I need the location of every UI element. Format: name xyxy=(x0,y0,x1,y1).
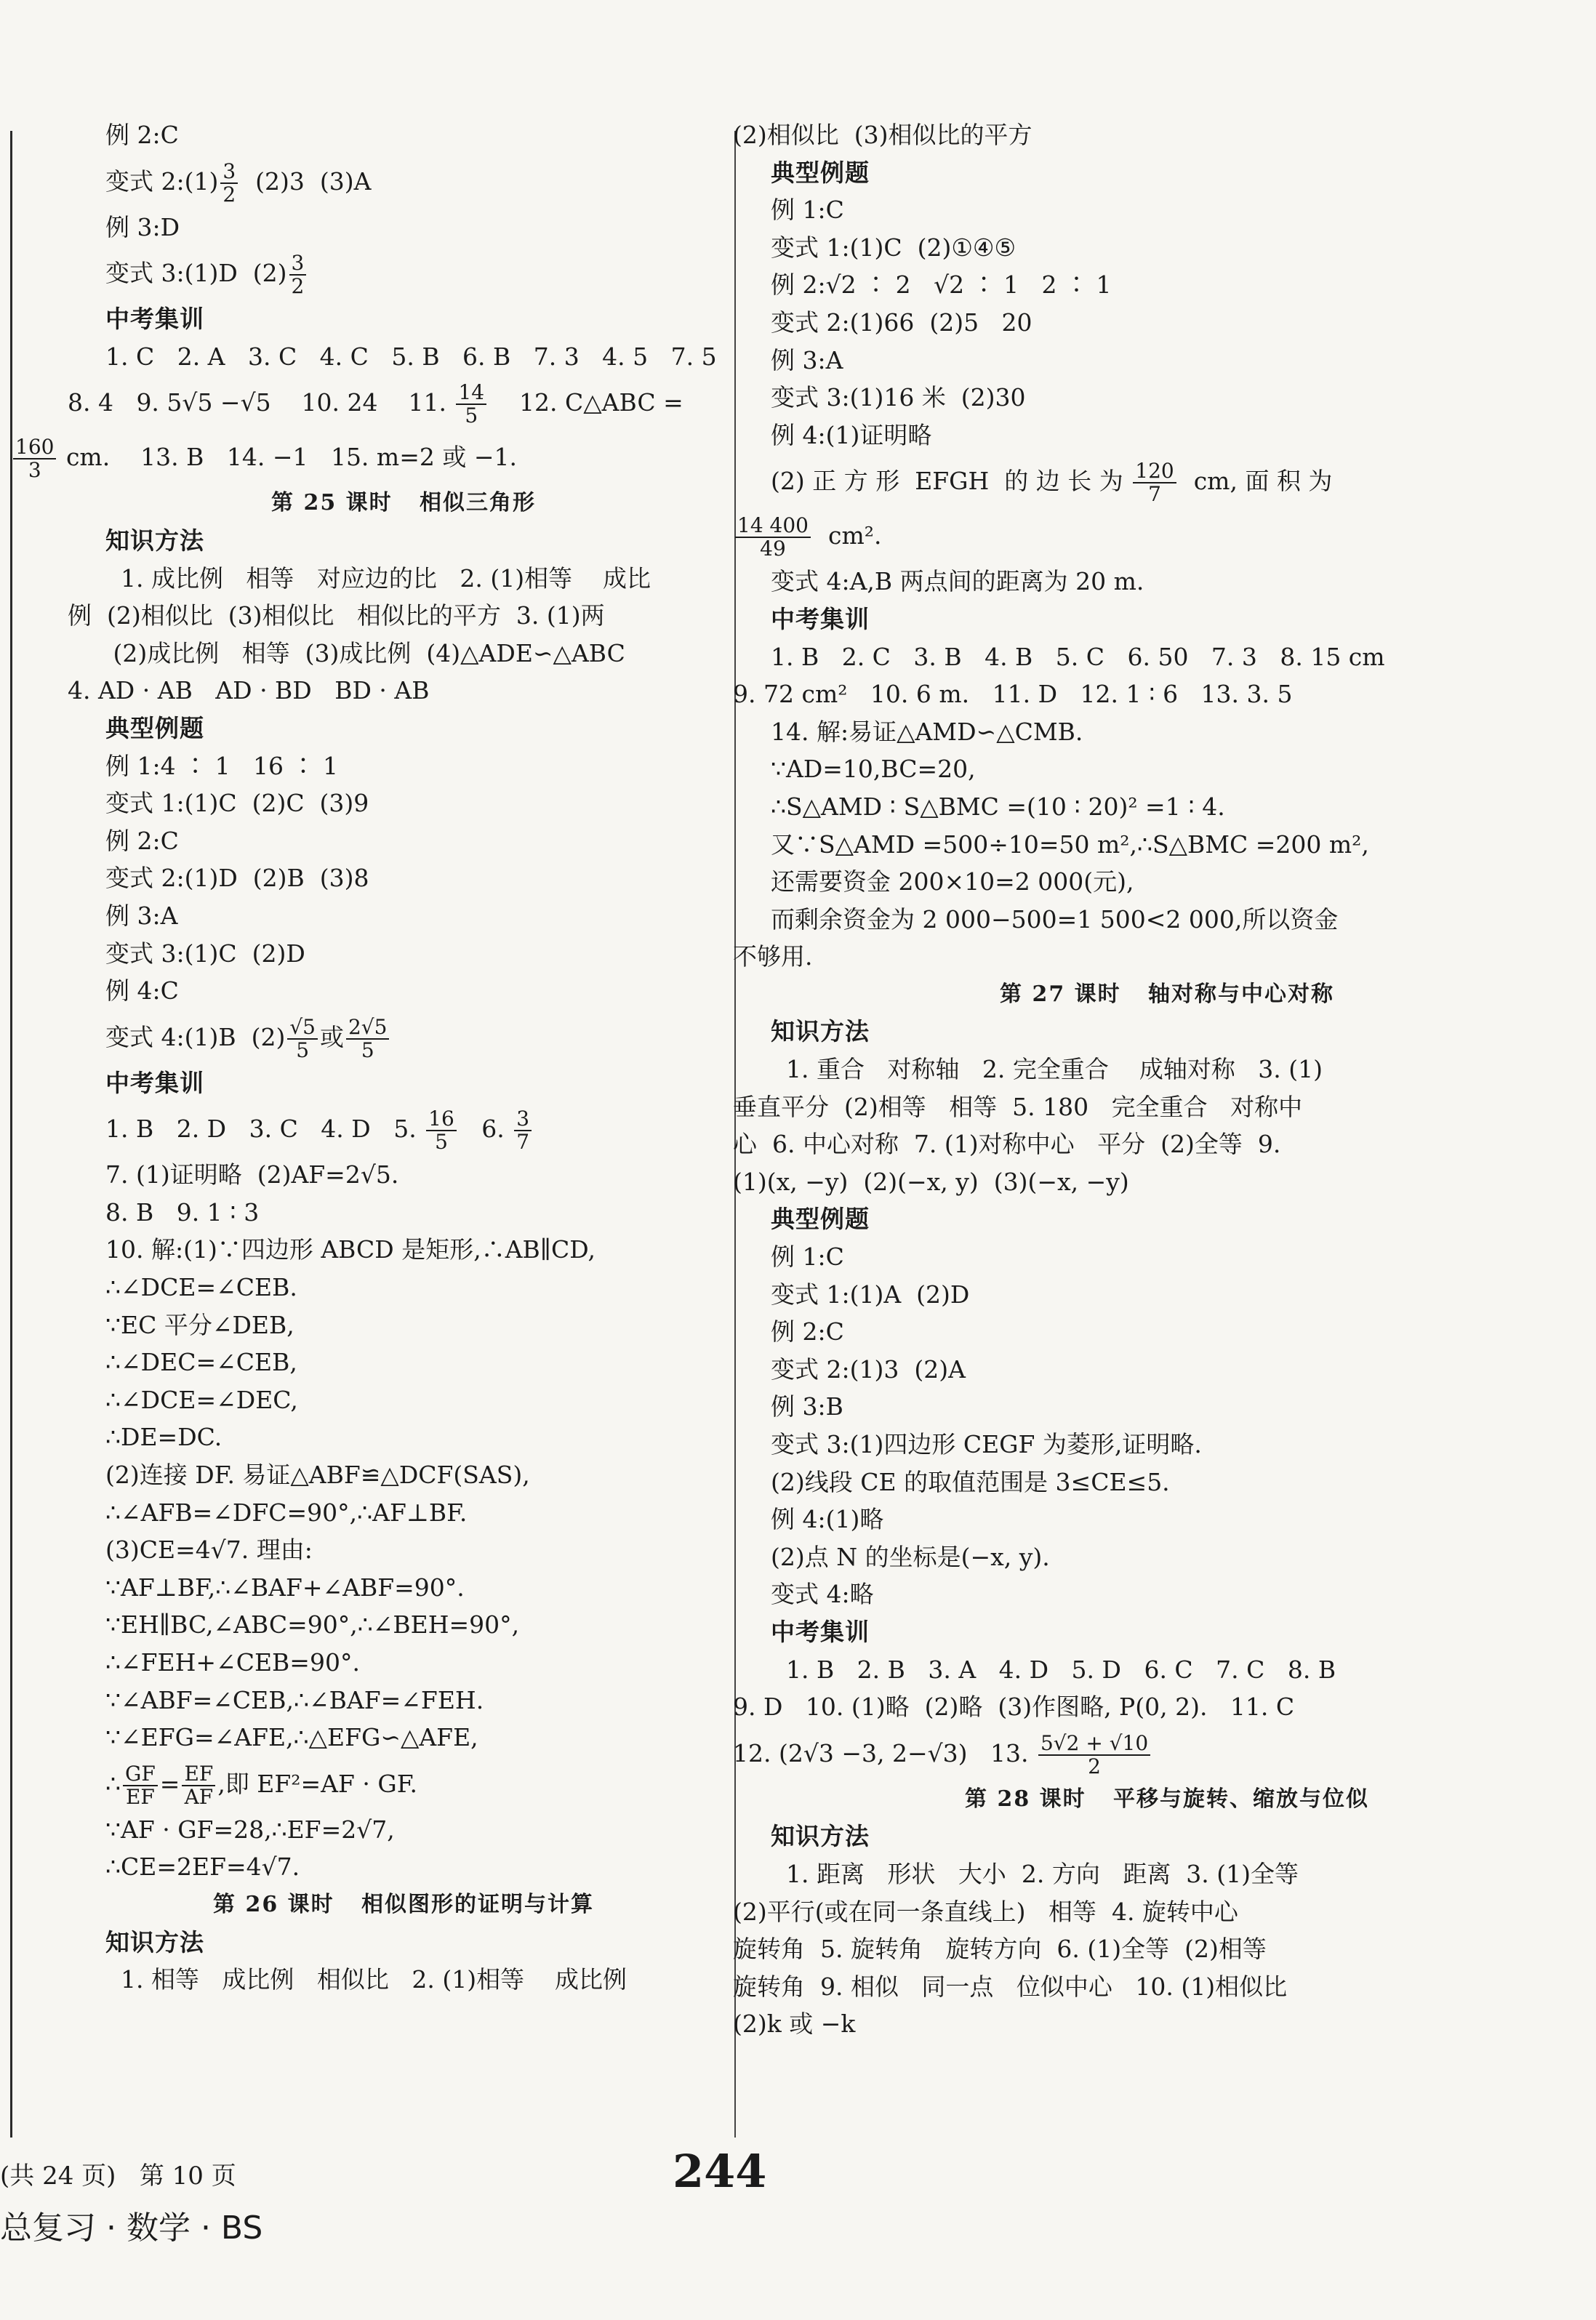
line-text: 垂直平分 (2)相等 相等 5. 180 完全重合 对称中 xyxy=(733,1092,1303,1121)
section-heading xyxy=(105,710,702,747)
line-text: ∵∠EFG=∠AFE,∴△EFG∽△AFE, xyxy=(105,1723,478,1752)
answer-line xyxy=(771,1051,1563,1088)
line-text: 第 27 课时 轴对称与中心对称 xyxy=(1000,981,1334,1007)
fraction-denominator: EF xyxy=(125,1784,155,1809)
answer-line xyxy=(733,1088,1563,1126)
fraction-numerator: EF xyxy=(182,1763,215,1786)
line-text: 旋转角 9. 相似 同一点 位似中心 10. (1)相似比 xyxy=(733,1972,1288,2001)
answer-line xyxy=(733,1968,1563,2006)
answer-line xyxy=(105,1306,702,1344)
answer-line xyxy=(105,1719,702,1757)
line-text: (3)CE=4√7. 理由: xyxy=(105,1536,313,1565)
line-text: 知识方法 xyxy=(771,1017,870,1046)
line-text: 心 6. 中心对称 7. (1)对称中心 平分 (2)全等 9. xyxy=(733,1130,1281,1159)
line-text: 7. (1)证明略 (2)AF=2√5. xyxy=(105,1160,399,1189)
fraction-numerator: √5 xyxy=(287,1016,318,1040)
line-text: ∴∠DCE=∠CEB. xyxy=(105,1273,297,1302)
fraction-denominator: 7 xyxy=(1148,482,1161,507)
answer-line xyxy=(771,1313,1563,1351)
fraction-numerator: 3 xyxy=(514,1108,532,1131)
answer-line xyxy=(733,116,1563,154)
answer-line xyxy=(733,2005,1563,2043)
answer-line xyxy=(105,1194,702,1232)
answer-line xyxy=(105,1381,702,1419)
answer-line xyxy=(105,338,717,376)
answer-line xyxy=(771,1501,1563,1538)
fraction xyxy=(220,158,238,206)
answer-line xyxy=(771,379,1563,417)
line-text: cm². xyxy=(812,521,882,550)
line-text: ∴ xyxy=(105,1769,121,1798)
answer-line xyxy=(105,209,702,246)
fraction-numerator: 14 400 xyxy=(735,515,811,538)
answer-line xyxy=(733,1726,1563,1781)
answer-line xyxy=(105,897,702,935)
section-heading xyxy=(771,154,1563,192)
answer-line xyxy=(771,1426,1563,1464)
footer-page-info: (共 24 页) 第 10 页 xyxy=(0,2162,236,2191)
line-text: 10. 解:(1)∵四边形 ABCD 是矩形,∴AB∥CD, xyxy=(105,1235,596,1264)
answer-line xyxy=(105,1269,702,1306)
line-text: ∴CE=2EF=4√7. xyxy=(105,1853,300,1882)
line-text: 例 2:C xyxy=(771,1317,844,1346)
fraction-denominator: 5 xyxy=(465,404,478,428)
line-text: 1. B 2. B 3. A 4. D 5. D 6. C 7. C 8. B xyxy=(771,1655,1336,1684)
answer-line xyxy=(105,1418,702,1456)
answer-line xyxy=(105,1606,702,1644)
answer-line xyxy=(105,1757,702,1811)
line-text: 6. xyxy=(458,1115,513,1144)
fraction-numerator: 16 xyxy=(426,1108,457,1131)
line-text: ∵∠ABF=∠CEB,∴∠BAF=∠FEH. xyxy=(105,1685,484,1714)
section-heading xyxy=(105,1064,702,1102)
answer-line xyxy=(771,1351,1563,1389)
line-text: 例 2:C xyxy=(105,826,179,855)
line-text: cm. 13. B 14. −1 15. m=2 或 −1. xyxy=(58,443,517,472)
line-text: 变式 1:(1)C (2)①④⑤ xyxy=(771,233,1016,262)
line-text: 9. 72 cm² 10. 6 m. 11. D 12. 1 ∶ 6 13. 3. 5 xyxy=(733,680,1293,709)
answer-line xyxy=(105,747,702,785)
line-text: 变式 4:(1)B (2) xyxy=(105,1022,286,1051)
line-text: (2)成比例 相等 (3)成比例 (4)△ADE∽△ABC xyxy=(105,638,625,667)
line-text: 例 2:C xyxy=(105,121,179,149)
line-text: ∵AD=10,BC=20, xyxy=(771,755,976,784)
answer-line xyxy=(105,1811,702,1849)
section-heading xyxy=(105,1924,702,1962)
line-text: 12. C△ABC = xyxy=(489,388,683,417)
answer-line xyxy=(771,1855,1563,1893)
fraction-numerator: 3 xyxy=(289,252,307,276)
line-text: 典型例题 xyxy=(105,713,204,742)
line-text: 变式 2:(1) xyxy=(105,166,219,196)
answer-line xyxy=(68,672,702,710)
line-text: 第 28 课时 平移与旋转、缩放与位似 xyxy=(965,1786,1369,1812)
fraction xyxy=(514,1108,532,1153)
line-text: 不够用. xyxy=(733,942,813,971)
fraction-denominator: 2 xyxy=(291,274,305,299)
line-text: 例 4:(1)略 xyxy=(771,1505,884,1534)
line-text: 1. 相等 成比例 相似比 2. (1)相等 成比例 xyxy=(105,1965,627,1994)
answer-line xyxy=(733,1893,1563,1931)
fraction-numerator: 5√2 + √10 xyxy=(1038,1733,1150,1756)
line-text: 例 4:(1)证明略 xyxy=(771,420,932,449)
answer-line xyxy=(771,266,1563,304)
line-text: 第 26 课时 相似图形的证明与计算 xyxy=(213,1891,594,1917)
fraction xyxy=(13,436,56,481)
line-text: 知识方法 xyxy=(771,1822,870,1851)
answer-line xyxy=(771,713,1563,751)
answer-line xyxy=(105,1569,702,1607)
answer-line xyxy=(771,1651,1563,1689)
line-text: 第 25 课时 相似三角形 xyxy=(271,490,536,516)
line-text: 变式 1:(1)C (2)C (3)9 xyxy=(105,789,369,818)
answer-line xyxy=(68,597,702,635)
line-text: 1. B 2. C 3. B 4. B 5. C 6. 50 7. 3 8. 15 cm xyxy=(771,642,1385,671)
section-heading xyxy=(771,601,1563,638)
line-text: 例 1:4 ∶ 1 16 ∶ 1 xyxy=(105,751,339,780)
line-text: 中考集训 xyxy=(105,1068,204,1097)
line-text: = xyxy=(159,1769,180,1798)
line-text: 1. B 2. D 3. C 4. D 5. xyxy=(105,1115,425,1144)
line-text: 例 1:C xyxy=(771,196,844,225)
line-text: 或 xyxy=(319,1022,344,1051)
answer-line xyxy=(105,1456,702,1494)
line-text: 9. D 10. (1)略 (2)略 (3)作图略, P(0, 2). 11. C xyxy=(733,1693,1295,1722)
line-text: 中考集训 xyxy=(105,305,204,334)
line-text: ∵EC 平分∠DEB, xyxy=(105,1310,294,1339)
answer-line xyxy=(105,1101,702,1156)
fraction-denominator: 5 xyxy=(296,1037,310,1062)
section-title xyxy=(105,1886,702,1924)
answer-line xyxy=(105,246,702,300)
line-text: 典型例题 xyxy=(771,158,870,187)
section-heading xyxy=(105,300,702,338)
line-text: ∴S△AMD ∶ S△BMC =(10 ∶ 20)² =1 ∶ 4. xyxy=(771,792,1225,821)
line-text: 变式 1:(1)A (2)D xyxy=(771,1280,970,1309)
fraction-denominator: 49 xyxy=(760,537,786,561)
line-text: 4. AD · AB AD · BD BD · AB xyxy=(68,676,430,705)
section-heading xyxy=(771,1613,1563,1651)
answer-line xyxy=(771,229,1563,267)
answer-line xyxy=(105,1494,702,1532)
line-text: 变式 3:(1)16 米 (2)30 xyxy=(771,383,1026,412)
left-column xyxy=(15,116,717,1999)
answer-line xyxy=(105,154,702,209)
fraction xyxy=(1133,460,1176,505)
line-text: 还需要资金 200×10=2 000(元), xyxy=(771,867,1134,896)
fraction xyxy=(456,382,486,427)
line-text: 1. 距离 形状 大小 2. 方向 距离 3. (1)全等 xyxy=(771,1859,1299,1888)
fraction-denominator: 3 xyxy=(28,458,41,483)
section-title xyxy=(771,1781,1563,1818)
line-text: 中考集训 xyxy=(771,604,870,633)
section-heading xyxy=(105,522,702,560)
line-text: 而剩余资金为 2 000−500=1 500<2 000,所以资金 xyxy=(771,904,1339,934)
answer-line xyxy=(771,454,1563,508)
answer-line xyxy=(105,1231,702,1269)
line-text: 知识方法 xyxy=(105,526,204,555)
answer-line xyxy=(771,1576,1563,1613)
line-text: 12. (2√3 −3, 2−√3) 13. xyxy=(733,1738,1036,1767)
answer-line xyxy=(771,304,1563,342)
answer-line xyxy=(105,1531,702,1569)
line-text: ∵AF · GF=28,∴EF=2√7, xyxy=(105,1815,395,1844)
line-text: 变式 3:(1)D (2) xyxy=(105,259,287,288)
section-title xyxy=(771,976,1563,1014)
line-text: 1. 重合 对称轴 2. 完全重合 成轴对称 3. (1) xyxy=(771,1055,1323,1084)
line-text: 例 4:C xyxy=(105,976,179,1006)
answer-line xyxy=(105,859,702,897)
section-heading xyxy=(771,1013,1563,1051)
line-text: 变式 2:(1)66 (2)5 20 xyxy=(771,308,1032,337)
answer-line xyxy=(105,1961,702,1999)
line-text: ∵EH∥BC,∠ABC=90°,∴∠BEH=90°, xyxy=(105,1610,520,1639)
answer-line xyxy=(771,750,1563,788)
line-text: 例 3:A xyxy=(105,901,178,930)
fraction-denominator: 5 xyxy=(435,1130,448,1155)
fraction-numerator: 14 xyxy=(456,382,486,405)
fraction xyxy=(123,1763,158,1808)
fraction xyxy=(735,515,811,560)
line-text: 例 3:B xyxy=(771,1392,843,1421)
answer-line xyxy=(771,863,1563,901)
fraction-numerator: 2√5 xyxy=(346,1016,389,1040)
answer-line xyxy=(771,1464,1563,1501)
answer-line xyxy=(105,822,702,860)
fraction-numerator: GF xyxy=(123,1763,158,1786)
line-text: 1. C 2. A 3. C 4. C 5. B 6. B 7. 3 4. 5 7. 5 xyxy=(105,342,717,371)
line-text: 典型例题 xyxy=(771,1205,870,1234)
fraction-denominator: 2 xyxy=(222,182,236,206)
answer-line xyxy=(771,417,1563,454)
line-text: (2)点 N 的坐标是(−x, y). xyxy=(771,1542,1050,1571)
fraction-denominator: 5 xyxy=(361,1037,374,1062)
line-text: 例 1:C xyxy=(771,1243,844,1272)
line-text: 14. 解:易证△AMD∽△CMB. xyxy=(771,717,1083,746)
line-text: ∴DE=DC. xyxy=(105,1423,222,1452)
line-text: ,即 EF²=AF · GF. xyxy=(217,1769,417,1798)
line-text: 知识方法 xyxy=(105,1927,204,1956)
answer-line xyxy=(733,508,1563,563)
answer-line xyxy=(68,375,702,430)
answer-line xyxy=(105,935,702,973)
fraction xyxy=(287,1016,318,1061)
line-text: (2) 正 方 形 EFGH 的 边 长 为 xyxy=(771,467,1131,496)
line-text: 例 3:A xyxy=(771,345,843,374)
line-text: (2)连接 DF. 易证△ABF≌△DCF(SAS), xyxy=(105,1461,530,1490)
fraction-denominator: 2 xyxy=(1088,1754,1101,1778)
line-text: 又∵S△AMD =500÷10=50 m²,∴S△BMC =200 m², xyxy=(771,830,1369,859)
line-text: ∴∠DEC=∠CEB, xyxy=(105,1348,297,1377)
line-text: (2)相似比 (3)相似比的平方 xyxy=(733,121,1032,149)
answer-line xyxy=(105,1644,702,1682)
answer-line xyxy=(733,675,1563,713)
line-text: (2)线段 CE 的取值范围是 3≤CE≤5. xyxy=(771,1467,1170,1496)
fraction xyxy=(289,252,307,297)
line-text: 8. B 9. 1 ∶ 3 xyxy=(105,1197,260,1227)
answer-line xyxy=(771,788,1563,826)
fraction xyxy=(346,1016,389,1061)
answer-line xyxy=(733,1930,1563,1968)
answer-line xyxy=(771,901,1563,939)
line-text: (2)平行(或在同一条直线上) 相等 4. 旋转中心 xyxy=(733,1897,1238,1926)
answer-line xyxy=(105,1010,702,1064)
section-title xyxy=(105,484,702,522)
section-heading xyxy=(771,1200,1563,1238)
answer-line xyxy=(105,1848,702,1886)
answer-line xyxy=(105,1344,702,1381)
answer-line xyxy=(105,635,702,673)
fraction-numerator: 3 xyxy=(220,161,238,184)
answer-line xyxy=(105,1156,702,1194)
line-text: ∴∠DCE=∠DEC, xyxy=(105,1385,298,1414)
line-text: 变式 2:(1)3 (2)A xyxy=(771,1354,966,1384)
fraction-numerator: 160 xyxy=(13,436,56,459)
line-text: 变式 2:(1)D (2)B (3)8 xyxy=(105,864,369,893)
line-text: 1. 成比例 相等 对应边的比 2. (1)相等 成比 xyxy=(105,563,651,593)
line-text: cm, 面 积 为 xyxy=(1178,467,1333,496)
line-text: 8. 4 9. 5√5 −√5 10. 24 11. xyxy=(68,388,454,417)
answer-line xyxy=(771,826,1563,864)
line-text: 变式 4:略 xyxy=(771,1580,874,1609)
answer-line xyxy=(105,1682,702,1719)
answer-line xyxy=(733,1163,1563,1201)
line-text: 例 (2)相似比 (3)相似比 相似比的平方 3. (1)两 xyxy=(68,601,605,630)
fraction-numerator: 120 xyxy=(1133,460,1176,483)
answer-line xyxy=(105,560,702,598)
answer-line xyxy=(771,342,1563,380)
line-text: 变式 3:(1)C (2)D xyxy=(105,939,305,968)
line-text: ∴∠AFB=∠DFC=90°,∴AF⊥BF. xyxy=(105,1498,468,1527)
section-heading xyxy=(771,1818,1563,1855)
fraction xyxy=(1038,1730,1150,1778)
fraction-denominator: 7 xyxy=(516,1130,530,1155)
fraction xyxy=(182,1763,215,1808)
answer-line xyxy=(771,1238,1563,1276)
line-text: 例 2:√2 ∶ 2 √2 ∶ 1 2 ∶ 1 xyxy=(771,270,1112,300)
footer-book-title: 总复习 · 数学 · BS xyxy=(0,2209,263,2247)
right-column xyxy=(733,116,1563,2043)
answer-line xyxy=(771,191,1563,229)
answer-line xyxy=(771,638,1563,676)
answer-line xyxy=(105,116,702,154)
line-text: 变式 4:A,B 两点间的距离为 20 m. xyxy=(771,567,1144,596)
answer-line xyxy=(11,430,702,484)
fraction-denominator: AF xyxy=(184,1784,214,1809)
answer-line xyxy=(771,1276,1563,1314)
answer-line xyxy=(105,972,702,1010)
fraction xyxy=(426,1108,457,1153)
answer-line xyxy=(733,938,1563,976)
line-text: (2)3 (3)A xyxy=(240,166,372,196)
answer-line xyxy=(771,563,1563,601)
line-text: 变式 3:(1)四边形 CEGF 为菱形,证明略. xyxy=(771,1430,1202,1458)
line-text: (2)k 或 −k xyxy=(733,2010,856,2039)
answer-line xyxy=(771,1538,1563,1576)
answer-line xyxy=(733,1688,1563,1726)
line-text: 旋转角 5. 旋转角 旋转方向 6. (1)全等 (2)相等 xyxy=(733,1935,1267,1964)
line-text: ∴∠FEH+∠CEB=90°. xyxy=(105,1648,360,1677)
answer-line xyxy=(733,1125,1563,1163)
line-text: (1)(x, −y) (2)(−x, y) (3)(−x, −y) xyxy=(733,1167,1129,1196)
answer-line xyxy=(771,1388,1563,1426)
line-text: 例 3:D xyxy=(105,212,180,241)
answer-line xyxy=(105,784,702,822)
line-text: 中考集训 xyxy=(771,1617,870,1646)
line-text: ∵AF⊥BF,∴∠BAF+∠ABF=90°. xyxy=(105,1573,465,1602)
page-number: 244 xyxy=(673,2145,767,2198)
